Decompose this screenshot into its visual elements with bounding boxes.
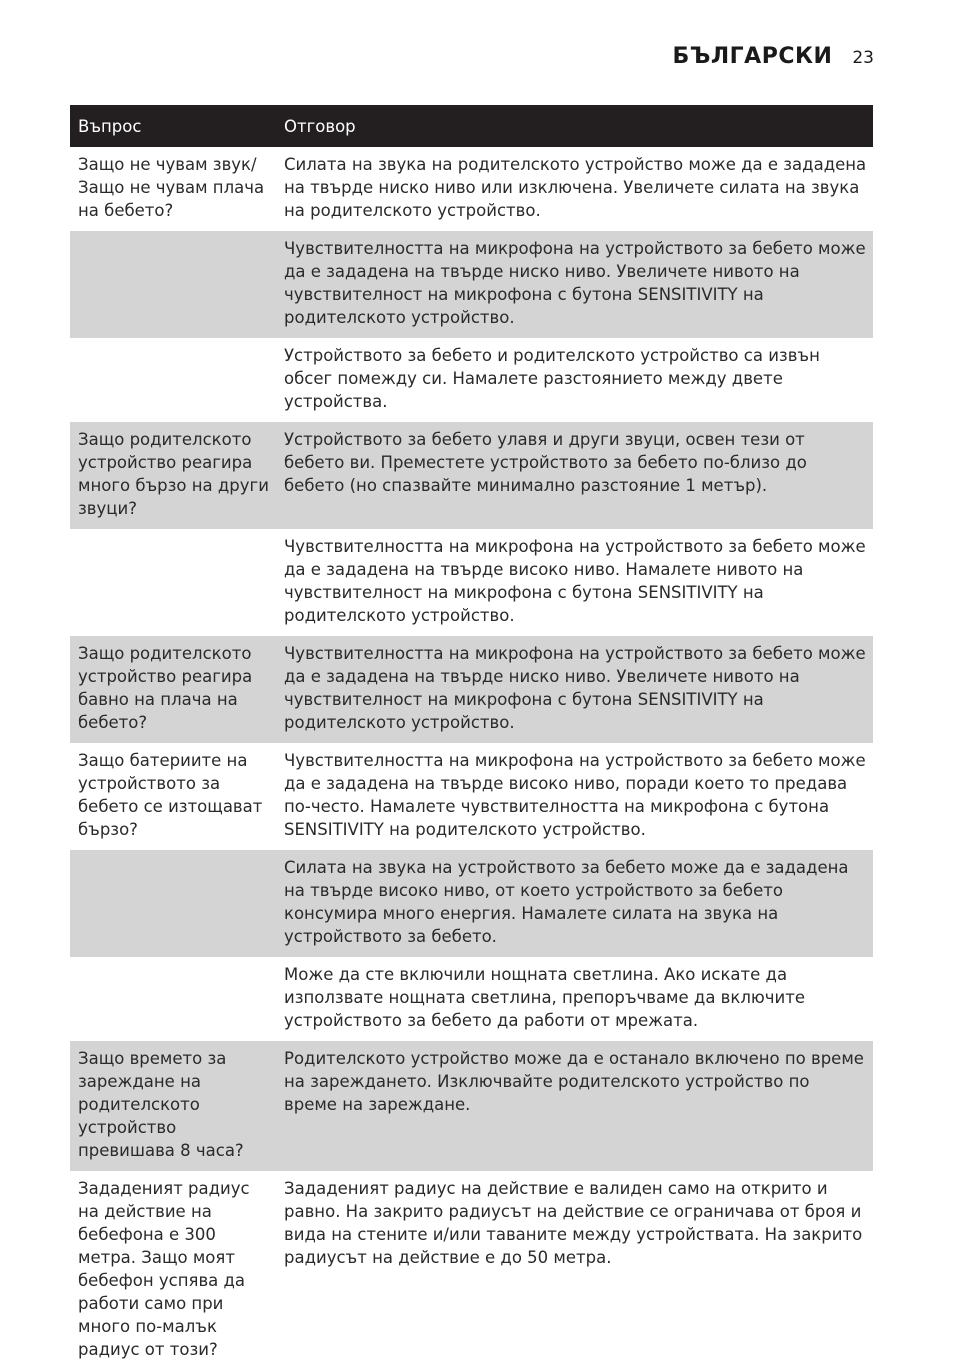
page-header	[672, 44, 874, 69]
table-row	[70, 850, 873, 957]
table-row	[70, 529, 873, 636]
question-cell: Защо родителското устройство реагира много бързо на други звуци?	[78, 430, 269, 518]
question-cell: Зададеният радиус на действие на бебефона е 300 метра. Защо моят бебефон успява да работи само при много по-малък радиус от този?	[78, 1179, 250, 1359]
table-row	[70, 1171, 873, 1370]
troubleshooting-table	[70, 105, 873, 1370]
table-row	[70, 636, 873, 743]
answer-cell: Чувствителността на микрофона на устройството за бебето може да е зададена на твърде високо ниво, поради което то предава по-често. Намалете чувствителността на микрофона с бутона SENSITIVITY на родителското устройство.	[284, 751, 866, 839]
answer-cell: Родителското устройство може да е останало включено по време на зареждането. Изключвайте родителското устройство по време на зареждане.	[284, 1049, 864, 1114]
table-row	[70, 147, 873, 231]
answer-cell: Устройството за бебето и родителското устройство са извън обсег помежду си. Намалете разстоянието между двете устройства.	[284, 346, 820, 411]
table-row	[70, 231, 873, 338]
column-header-question: Въпрос	[78, 116, 142, 136]
question-cell	[70, 231, 276, 338]
question-cell	[70, 338, 276, 422]
question-cell	[70, 529, 276, 636]
table-header	[70, 105, 873, 147]
table-row	[70, 957, 873, 1041]
language-label: БЪЛГАРСКИ	[672, 44, 833, 69]
answer-cell: Устройството за бебето улавя и други звуци, освен тези от бебето ви. Преместете устройството за бебето по-близо до бебето (но спазвайте минимално разстояние 1 метър).	[284, 430, 807, 495]
answer-cell: Чувствителността на микрофона на устройството за бебето може да е зададена на твърде ниско ниво. Увеличете нивото на чувствителност на микрофона с бутона SENSITIVITY на родителското устройство.	[284, 239, 866, 327]
question-cell	[70, 957, 276, 1041]
answer-cell: Зададеният радиус на действие е валиден само на открито и равно. На закрито радиусът на действие се ограничава от броя и вида на стените и/или таваните между устройствата. На закрито радиусът на действие е до 50 метра.	[284, 1179, 863, 1267]
question-cell: Защо батериите на устройството за бебето се изтощават бързо?	[78, 751, 263, 839]
table-row	[70, 743, 873, 850]
answer-cell: Силата на звука на родителското устройство може да е зададена на твърде ниско ниво или изключена. Увеличете силата на звука на родителското устройство.	[284, 155, 867, 220]
question-cell: Защо времето за зареждане на родителското устройство превишава 8 часа?	[78, 1049, 244, 1160]
page-number: 23	[852, 48, 874, 68]
table-row	[70, 422, 873, 529]
question-cell	[70, 850, 276, 957]
answer-cell: Чувствителността на микрофона на устройството за бебето може да е зададена на твърде високо ниво. Намалете нивото на чувствителност на микрофона с бутона SENSITIVITY на родителското устройство.	[284, 537, 866, 625]
column-header-answer: Отговор	[284, 116, 356, 136]
table-row	[70, 338, 873, 422]
table-row	[70, 1041, 873, 1171]
answer-cell: Може да сте включили нощната светлина. Ако искате да използвате нощната светлина, препоръчваме да включите устройството за бебето да работи от мрежата.	[284, 965, 806, 1030]
question-cell: Защо родителското устройство реагира бавно на плача на бебето?	[78, 644, 253, 732]
question-cell: Защо не чувам звук/ Защо не чувам плача на бебето?	[78, 155, 265, 220]
answer-cell: Силата на звука на устройството за бебето може да е зададена на твърде високо ниво, от което устройството за бебето консумира много енергия. Намалете силата на звука на устройството за бебето.	[284, 858, 849, 946]
answer-cell: Чувствителността на микрофона на устройството за бебето може да е зададена на твърде ниско ниво. Увеличете нивото на чувствителност на микрофона с бутона SENSITIVITY на родителското устройство.	[284, 644, 866, 732]
